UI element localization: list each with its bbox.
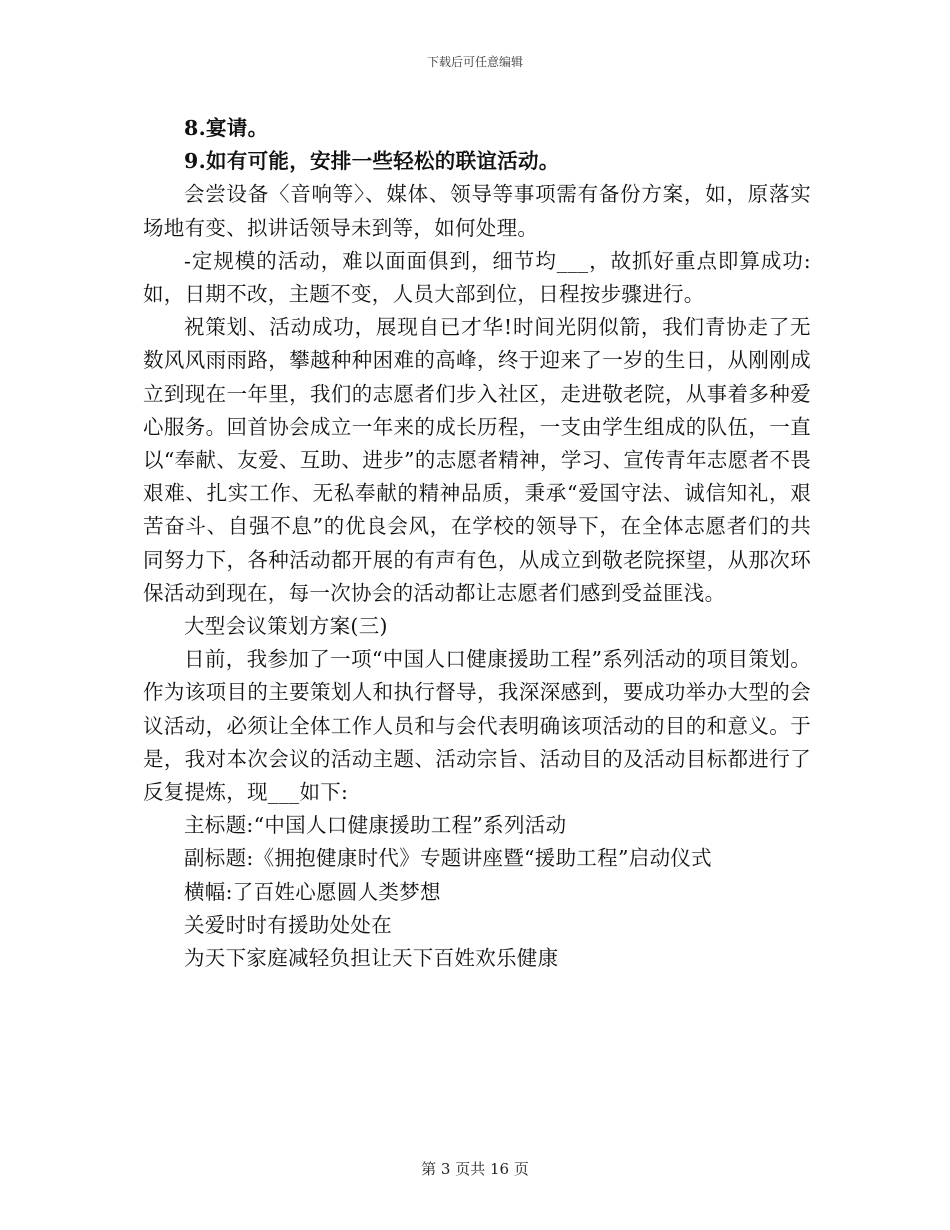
paragraph-5: 祝策划、活动成功，展现自已才华!时间光阴似箭，我们青协走了无数风风雨雨路，攀越种种困难的高峰，终于迎来了一岁的生日，从刚刚成立到现在一年里，我们的志愿者们步入社区，走进敬老院，从事着多种爱心服务。回首协会成立一年来的成长历程，一支由学生组成的队伍，一直以“奉献、友爱、互助、进步”的志愿者精神，学习、宣传青年志愿者不畏艰难、扎实工作、无私奉献的精神品质，秉承“爱国守法、诚信知礼，艰苦奋斗、自强不息”的优良会风，在学校的领导下，在全体志愿者们的共同努力下，各种活动都开展的有声有色，从成立到敬老院探望，从那次环保活动到现在，每一次协会的活动都让志愿者们感到受益匪浅。 [143,315,811,605]
page-header: 下载后可任意编辑 [426,55,523,69]
paragraph-7: 日前，我参加了一项“中国人口健康援助工程”系列活动的项目策划。作为该项目的主要策划人和执行督导，我深深感到，要成功举办大型的会议活动，必须让全体工作人员和与会代表明确该项活动的目的和意义。于是，我对本次会议的活动主题、活动宗旨、活动目的及活动目标都进行了反复提炼，现___如下: [143,647,811,805]
paragraph-1: 8.宴请。 [184,116,269,140]
page-footer: 第 3 页共 16 页 [421,1160,529,1178]
paragraph-2: 9.如有可能，安排一些轻松的联谊活动。 [184,149,560,174]
banner-line: 横幅:了百姓心愿圆人类梦想 [184,879,441,904]
main-title-line: 主标题:“中国人口健康援助工程”系列活动 [184,813,567,838]
document-body [143,112,811,975]
section-heading: 大型会议策划方案(三) [184,614,388,639]
subtitle-line: 副标题:《拥抱健康时代》专题讲座暨“援助工程”启动仪式 [184,846,712,871]
slogan-line-2: 为天下家庭减轻负担让天下百姓欢乐健康 [184,946,559,971]
paragraph-3: 会尝设备〈音响等〉、媒体、领导等事项需有备份方案，如，原落实场地有变、拟讲话领导未到等，如何处理。 [143,182,811,240]
slogan-line-1: 关爱时时有援助处处在 [184,912,392,937]
paragraph-4: -定规模的活动，难以面面俱到，细节均___，故抓好重点即算成功:如，日期不改，主题不变，人员大部到位，日程按步骤进行。 [143,248,811,307]
